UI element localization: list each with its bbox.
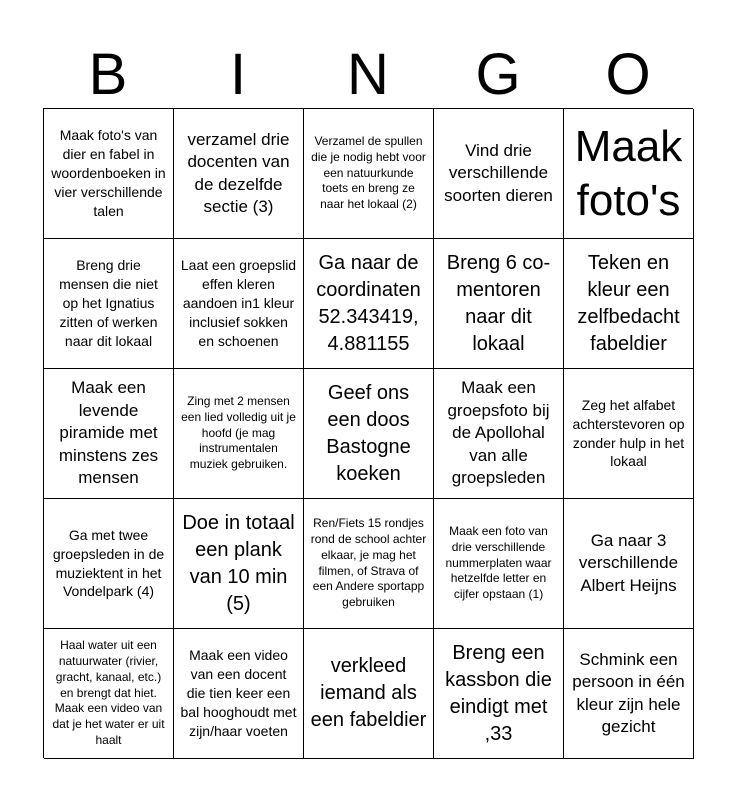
cell-text: Breng drie mensen die niet op het Ignatius zitten of werken naar dit lokaal	[59, 257, 158, 349]
bingo-cell[interactable]	[174, 239, 304, 369]
cell-text: Maak een levende piramide met minstens zes mensen	[58, 378, 159, 488]
cell-text: Zeg het alfabet achterstevoren op zonder hulp in het lokaal	[572, 396, 685, 470]
cell-text: Breng een kassbon die eindigt met ,33	[445, 641, 552, 745]
header-letter-b: B	[88, 42, 128, 107]
cell-text: verkleed iemand als een fabeldier	[310, 655, 427, 731]
bingo-cell[interactable]	[44, 629, 174, 759]
cell-text: verzamel drie docenten van de dezelfde sectie (3)	[187, 129, 290, 216]
cell-text: Breng 6 co-mentoren naar dit lokaal	[446, 251, 551, 355]
cell-text: Vind drie verschillende soorten dieren	[444, 140, 553, 205]
header-letter-o: O	[605, 42, 651, 107]
bingo-cell[interactable]	[304, 369, 434, 499]
cell-text: Verzamel de spullen die je nodig hebt voor een natuurkunde toets en breng ze naar het lokaal (2)	[311, 133, 426, 212]
bingo-cell[interactable]	[564, 369, 694, 499]
bingo-cell[interactable]	[44, 109, 174, 239]
bingo-cell[interactable]	[174, 629, 304, 759]
bingo-card	[43, 108, 693, 758]
bingo-cell[interactable]	[174, 369, 304, 499]
bingo-cell[interactable]	[564, 629, 694, 759]
cell-text: Ga met twee groepsleden in de muziektent in het Vondelpark (4)	[52, 526, 165, 600]
bingo-cell[interactable]	[174, 499, 304, 629]
cell-text: Ga naar de coordinaten 52.343419, 4.881155	[316, 251, 421, 355]
bingo-cell[interactable]	[434, 369, 564, 499]
cell-text: Maak foto's van dier en fabel in woordenboeken in vier verschillende talen	[51, 127, 166, 219]
cell-text: Maak een video van een docent die tien keer een bal hooghoudt met zijn/haar voeten	[180, 647, 297, 739]
bingo-cell[interactable]	[304, 499, 434, 629]
bingo-cell[interactable]	[304, 109, 434, 239]
header-letter-g: G	[475, 42, 521, 107]
bingo-cell[interactable]	[434, 499, 564, 629]
cell-text: Maak een foto van drie verschillende nummerplaten waar hetzelfde letter en cijfer opstaan (1)	[445, 523, 552, 602]
bingo-header	[43, 40, 693, 110]
cell-text: Doe in totaal een plank van 10 min (5)	[182, 511, 295, 615]
bingo-cell[interactable]	[564, 109, 694, 239]
cell-text: Laat een groepslid effen kleren aandoen in1 kleur inclusief sokken en schoenen	[180, 257, 297, 349]
bingo-cell[interactable]	[44, 499, 174, 629]
bingo-cell[interactable]	[304, 629, 434, 759]
cell-text: Ga naar 3 verschillende Albert Heijns	[578, 530, 679, 595]
bingo-cell[interactable]	[44, 369, 174, 499]
header-letter-i: I	[229, 42, 247, 107]
bingo-cell[interactable]	[434, 109, 564, 239]
header-letter-n: N	[347, 42, 389, 107]
bingo-cell[interactable]	[564, 239, 694, 369]
cell-text: Maak een groepsfoto bij de Apollohal van alle groepsleden	[447, 378, 550, 488]
bingo-cell[interactable]	[174, 109, 304, 239]
cell-text: Zing met 2 mensen een lied volledig uit je hoofd (je mag instrumentalen muziek gebruiken.	[181, 393, 296, 472]
cell-text: Haal water uit een natuurwater (rivier, gracht, kanaal, etc.) en brengt dat hiet. Maak een video van dat je het water er uit haalt	[52, 638, 165, 748]
bingo-cell[interactable]	[304, 239, 434, 369]
bingo-cell[interactable]	[564, 499, 694, 629]
cell-text: Schmink een persoon in één kleur zijn hele gezicht	[572, 649, 685, 736]
bingo-cell[interactable]	[44, 239, 174, 369]
cell-text: Ren/Fiets 15 rondjes rond de school achter elkaar, je mag het filmen, of Strava of een Andere sportapp gebruiken	[310, 516, 427, 610]
bingo-cell[interactable]	[434, 239, 564, 369]
cell-text: Teken en kleur een zelfbedacht fabeldier	[577, 251, 680, 355]
cell-text: Maak foto's	[574, 121, 683, 225]
cell-text: Geef ons een doos Bastogne koeken	[326, 381, 411, 485]
bingo-cell[interactable]	[434, 629, 564, 759]
